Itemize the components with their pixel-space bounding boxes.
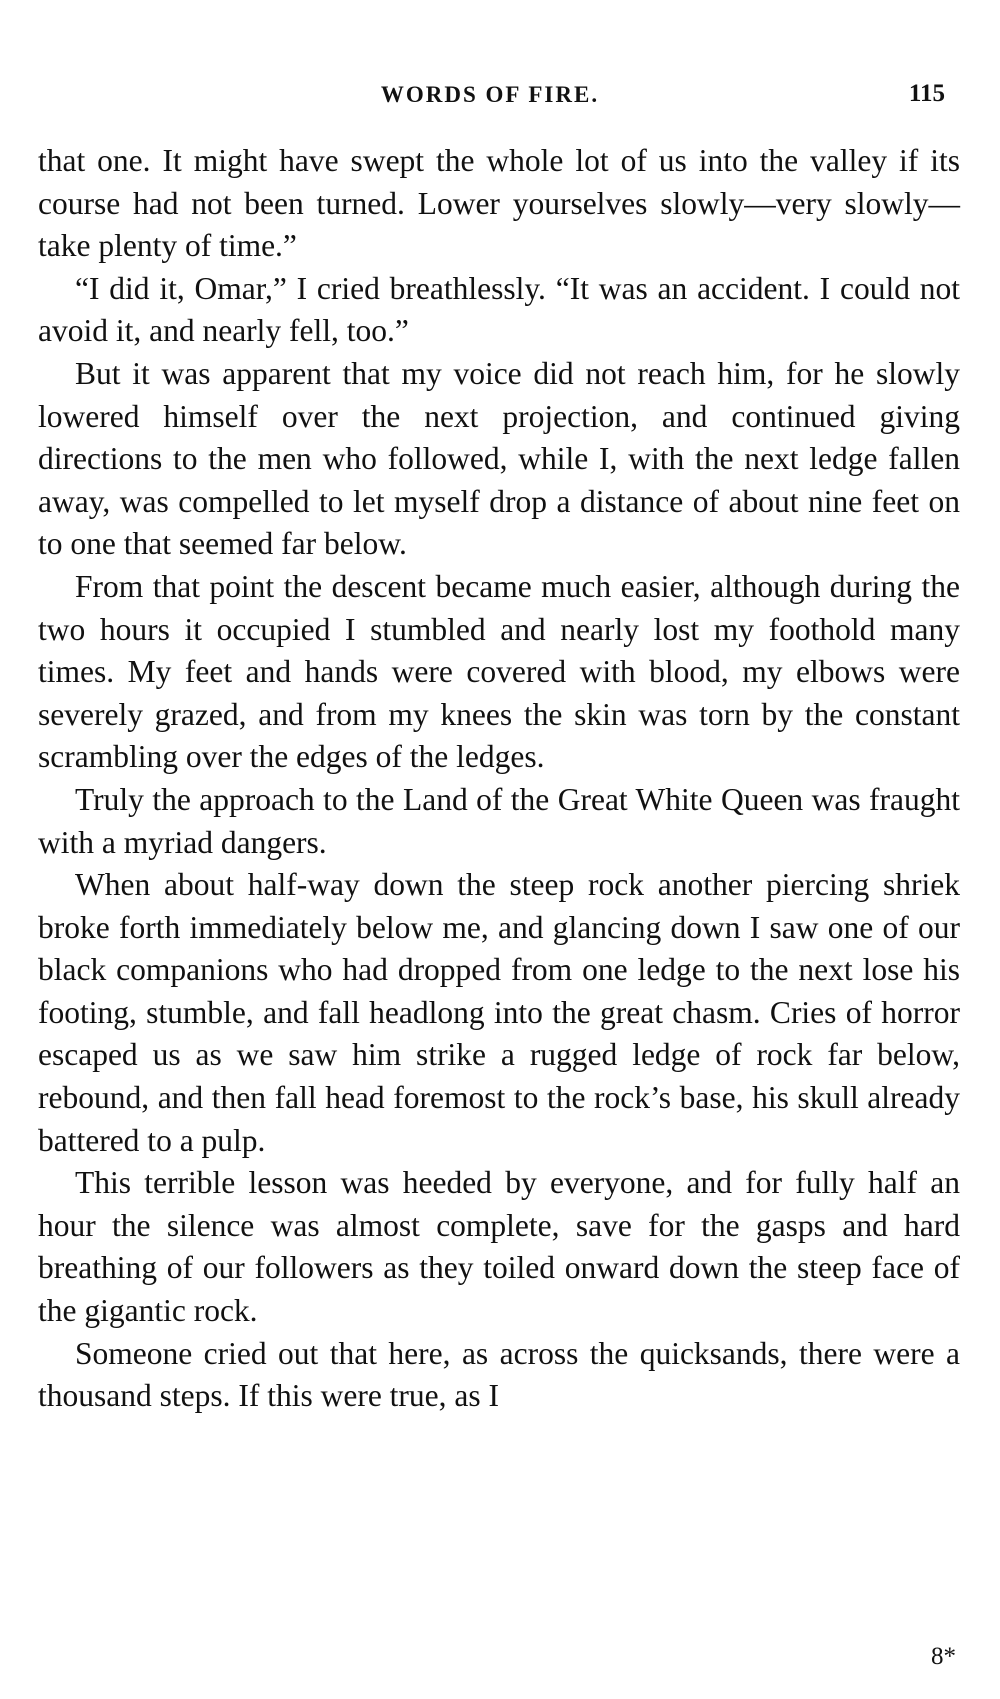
running-title: WORDS OF FIRE. bbox=[380, 82, 600, 107]
paragraph: When about half-way down the steep rock another piercing shriek broke forth immediately below me, and glancing down I saw one of our black companions who had dropped from one ledge to the next lose his footing, stumble, and fall headlong into the great chasm. Cries of horror escaped us as we saw him strike a rugged ledge of rock far below, rebound, and then fall head foremost to the rock’s base, his skull already battered to a pulp. bbox=[38, 867, 960, 1158]
body-text bbox=[38, 140, 960, 1418]
paragraph: This terrible lesson was heeded by everyone, and for fully half an hour the silence was almost complete, save for the gasps and hard breathing of our followers as they toiled onward down the steep face of the gigantic rock. bbox=[38, 1165, 960, 1329]
paragraph: From that point the descent became much easier, although during the two hours it occupied I stumbled and nearly lost my foothold many times. My feet and hands were covered with blood, my elbows were severely grazed, and from my knees the skin was torn by the constant scrambling over the edges of the ledges. bbox=[38, 568, 960, 775]
paragraph: “I did it, Omar,” I cried breathlessly. “It was an accident. I could not avoid it, and nearly fell, too.” bbox=[38, 270, 960, 349]
paragraph: Truly the approach to the Land of the Great White Queen was fraught with a myriad dangers. bbox=[38, 781, 960, 860]
paragraph: But it was apparent that my voice did not reach him, for he slowly lowered himself over the next projection, and continued giving directions to the men who followed, while I, with the next ledge fallen away, was compelled to let myself drop a distance of about nine feet on to one that seemed far below. bbox=[38, 355, 960, 562]
page-number: 115 bbox=[908, 80, 945, 107]
paragraph: Someone cried out that here, as across the quicksands, there were a thousand steps. If this were true, as I bbox=[38, 1335, 960, 1414]
paragraph: that one. It might have swept the whole lot of us into the valley if its course had not been turned. Lower yourselves slowly—very slowly—take plenty of time.” bbox=[38, 143, 960, 264]
running-header bbox=[40, 76, 960, 116]
signature-mark: 8* bbox=[931, 1643, 956, 1670]
